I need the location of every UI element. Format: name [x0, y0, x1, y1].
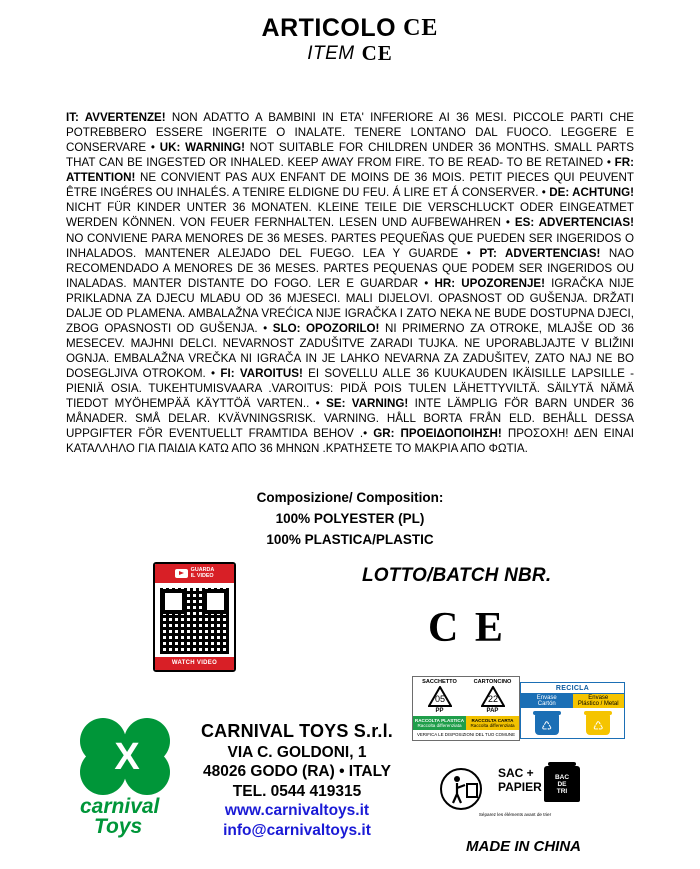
warning-language-label: SLO: OPOZORILO!: [272, 321, 380, 335]
warning-language-label: DE: ACHTUNG!: [549, 186, 634, 200]
email-link[interactable]: info@carnivaltoys.it: [223, 821, 371, 839]
raccolta-carta-label: RACCOLTA CARTA Raccolta differenziata: [466, 716, 519, 730]
page-header: [0, 0, 700, 66]
warning-language-text: IGRAČKA NIJE PRIKLADNA ZA DJECU MLAĐU OD 36 MJESECI. MALI DIJELOVI. OPASNOST OD GUŠENJA. DRŽATI DALJE OD PLAMENA. AMBALAŽNA VREĆICA NIJE IGRAČKA I ZATO NEKA NE BUDE DOSTUPNA DJECI, ZBOG OPASNOSTI OD GUŠENJA. •: [66, 276, 635, 335]
logo-letter: X: [114, 736, 140, 778]
warnings-text: [66, 110, 634, 456]
item-label: ITEM: [307, 42, 355, 64]
warning-language-label: IT: AVVERTENZE!: [66, 111, 166, 124]
cartoncino-label: CARTONCINO: [473, 679, 512, 685]
company-address: [182, 720, 412, 840]
comune-note: VERIFICA LE DISPOSIZIONI DEL TUO COMUNE: [416, 732, 516, 737]
recycle-triangle-icon-paper: [481, 686, 505, 707]
youtube-header: [155, 564, 234, 583]
ce-mark-large-icon: C E: [428, 605, 506, 651]
warning-language-text: NI PRIMERNO ZA OTROKE, MLAJŠE OD 36 MESECEV. MAJHNI DELCI. NEVARNOST ZADUŠITVE ZARADI TUJKA. NE UPORABLJAJTE V BLIŽINI OGNJA. EMBALAŽNA VREČKA NI IGRAČA IN JE LAHKO NEVARNA ZA ZADUŠITEV, ZATO NAJ NE BO DOSEGLJIVA OTROKOM. •: [66, 321, 634, 381]
warning-language-text: INTE LÄMPLIG FÖR BARN UNDER 36 MÅNADER. SMÅ DELAR. KVÄVNINGSRISK. VARNING. HÅLL BORTA FRÅN ELD. BEHÅLL DESSA UPPGIFTER FÖR EVENTUELLT FRAMTIDA BEHOV .•: [66, 397, 634, 441]
ce-mark-icon: CΕ: [403, 15, 439, 41]
composition-block: [0, 488, 700, 551]
recycle-triangle-icon: [428, 686, 452, 707]
item-row: [0, 41, 700, 66]
warning-language-text: NON ADATTO A BAMBINI IN ETA' INFERIORE AI 36 MESI. PICCOLE PARTI CHE POTREBBERO ESSERE INGERITE O INALATE. TENERE LONTANO DAL FUOCO. LEGGERE E CONSERVARE •: [66, 111, 634, 155]
warning-language-text: EI SOVELLU ALLE 36 KUUKAUDEN IKÄISILLE LAPSILLE - PIENIÄ OSIA. TUKEHTUMISVAARA .VAROITUS: PIDÄ POIS TULEN LÄHETTYVILTÄ. SÄILYTÄ NÄMÄ TIEDOT MYÖHEMPÄÄ KÄYTTÖÄ VARTEN.. •: [66, 367, 634, 411]
logo-wordmark: carnival Toys: [80, 795, 160, 838]
composition-line-1: 100% POLYESTER (PL): [275, 510, 425, 526]
watch-video-label: WATCH VIDEO: [155, 657, 234, 670]
articolo-row: [0, 14, 700, 43]
composition-line-2: 100% PLASTICA/PLASTIC: [266, 531, 434, 547]
address-line-1: VIA C. GOLDONI, 1: [227, 743, 367, 761]
warning-language-label: UK: WARNING!: [159, 141, 246, 155]
raccolta-plastica-label: RACCOLTA PLASTICA Raccolta differenziata: [414, 718, 465, 728]
bac-de-tri-icon: BAC DE TRI: [544, 766, 580, 802]
svg-text:22: 22: [487, 694, 498, 704]
tidyman-icon: [440, 768, 486, 810]
plastic-material-code: PP: [435, 708, 444, 714]
svg-text:05: 05: [434, 694, 445, 704]
play-icon: [175, 569, 188, 578]
warning-language-label: FR: ATTENTION!: [66, 156, 634, 185]
warning-language-label: PT: ADVERTENCIAS!: [479, 246, 601, 260]
website-link[interactable]: www.carnivaltoys.it: [224, 802, 370, 820]
made-in-china-label: MADE IN CHINA: [466, 838, 581, 855]
sacchetto-label: SACCHETTO: [422, 679, 457, 685]
guarda-il-video-label: GUARDA IL VIDEO: [190, 566, 215, 579]
recycle-bin-blue-icon: ♺: [521, 708, 573, 738]
sac-papier-label: SAC + PAPIER: [498, 766, 542, 794]
warning-language-label: HR: UPOZORENJE!: [434, 276, 546, 290]
recicla-plastico-column: [573, 693, 625, 738]
plastic-code-cell: [413, 686, 466, 716]
warning-language-label: ES: ADVERTENCIAS!: [514, 216, 634, 230]
warning-language-text: NOT SUITABLE FOR CHILDREN UNDER 36 MONTHS. SMALL PARTS THAT CAN BE INGESTED OR INHALED. KEEP AWAY FROM FIRE. TO BE READ- TO BE RETAINED •: [66, 141, 634, 170]
ce-mark-icon-small: CΕ: [361, 41, 393, 65]
lotto-batch-label: LOTTO/BATCH NBR.: [362, 565, 552, 586]
warning-language-text: ΠΡΟΣΟΧΗ! ΔΕΝ ΕΙΝΑΙ ΚΑΤΑΛΛΗΛΟ ΓΙΑ ΠΑΙΔΙΑ ΚΑΤΩ ΑΠΟ 36 ΜΗΝΩΝ .ΚΡΑΤΗΣΕΤΕ ΤΟ ΜΑΚΡΙΑ ΑΠΟ ΦΩΤΙΑ.: [66, 427, 635, 456]
recicla-carton-column: [521, 693, 573, 738]
warning-language-text: NAO RECOMENDADO A MENORES DE 36 MESES. PARTES PEQUENAS QUE PODEM SER INGERIDOS OU INALADAS. MANTER DISTANTE DO FOGO. LER E GUARDAR •: [66, 246, 635, 290]
recycle-bin-yellow-icon: ♺: [573, 708, 625, 738]
warning-language-label: SE: VARNING!: [326, 397, 409, 411]
recycling-panel-it: [412, 676, 520, 741]
watch-video-qr-badge[interactable]: [153, 562, 236, 672]
envase-carton-label: Envase Cartón: [521, 694, 573, 708]
warning-language-text: NO CONVIENE PARA MENORES DE 36 MESES. PARTES PEQUEÑAS QUE PUEDEN SER INGERIDOS O INHALADOS. MANTENER ALEJADO DEL FUEGO. LEA Y GUARDE •: [66, 231, 634, 260]
paper-material-code: PAP: [486, 708, 499, 714]
warning-language-text: NE CONVIENT PAS AUX ENFANT DE MOINS DE 36 MOIS. PETIT PIECES QUI PEUVENT ÊTRE INGÉRES OU INHALÉS. A TENIRE ELDIGNE DU FEU. Á LIRE ET Á CONSERVER. •: [66, 171, 634, 200]
telephone: TEL. 0544 419315: [232, 782, 362, 800]
address-line-2: 48026 GODO (RA) • ITALY: [202, 763, 392, 781]
recycling-panel-fr: [440, 766, 590, 818]
sac-papier-note: Séparez les éléments avant de trier: [478, 812, 552, 817]
warning-language-label: FI: VAROITUS!: [220, 367, 303, 381]
company-name: CARNIVAL TOYS S.r.l.: [200, 721, 394, 741]
warning-language-label: GR: ΠΡΟΕΙΔΟΠΟΙΗΣΗ!: [373, 427, 502, 441]
paper-code-cell: [466, 686, 519, 716]
composition-title: Composizione/ Composition:: [256, 490, 444, 505]
qr-code-icon: [160, 588, 229, 654]
envase-plastico-label: Envase Plástico / Metal: [573, 694, 625, 708]
recicla-title: RECICLA: [521, 683, 624, 693]
carnival-toys-logo: [78, 718, 178, 837]
recycling-panel-es: [520, 682, 625, 739]
qr-code-wrap: [155, 583, 234, 659]
warning-language-text: NICHT FÜR KINDER UNTER 36 MONATEN. KLEINE TEILE DIE VERSCHLUCKT ODER EINGEATMET WERDEN KÖNNEN. VON FEUER FERNHALTEN. LESEN UND AUFBEWAHREN •: [66, 201, 634, 230]
articolo-label: ARTICOLO: [261, 14, 397, 42]
clover-logo-icon: [80, 718, 174, 796]
